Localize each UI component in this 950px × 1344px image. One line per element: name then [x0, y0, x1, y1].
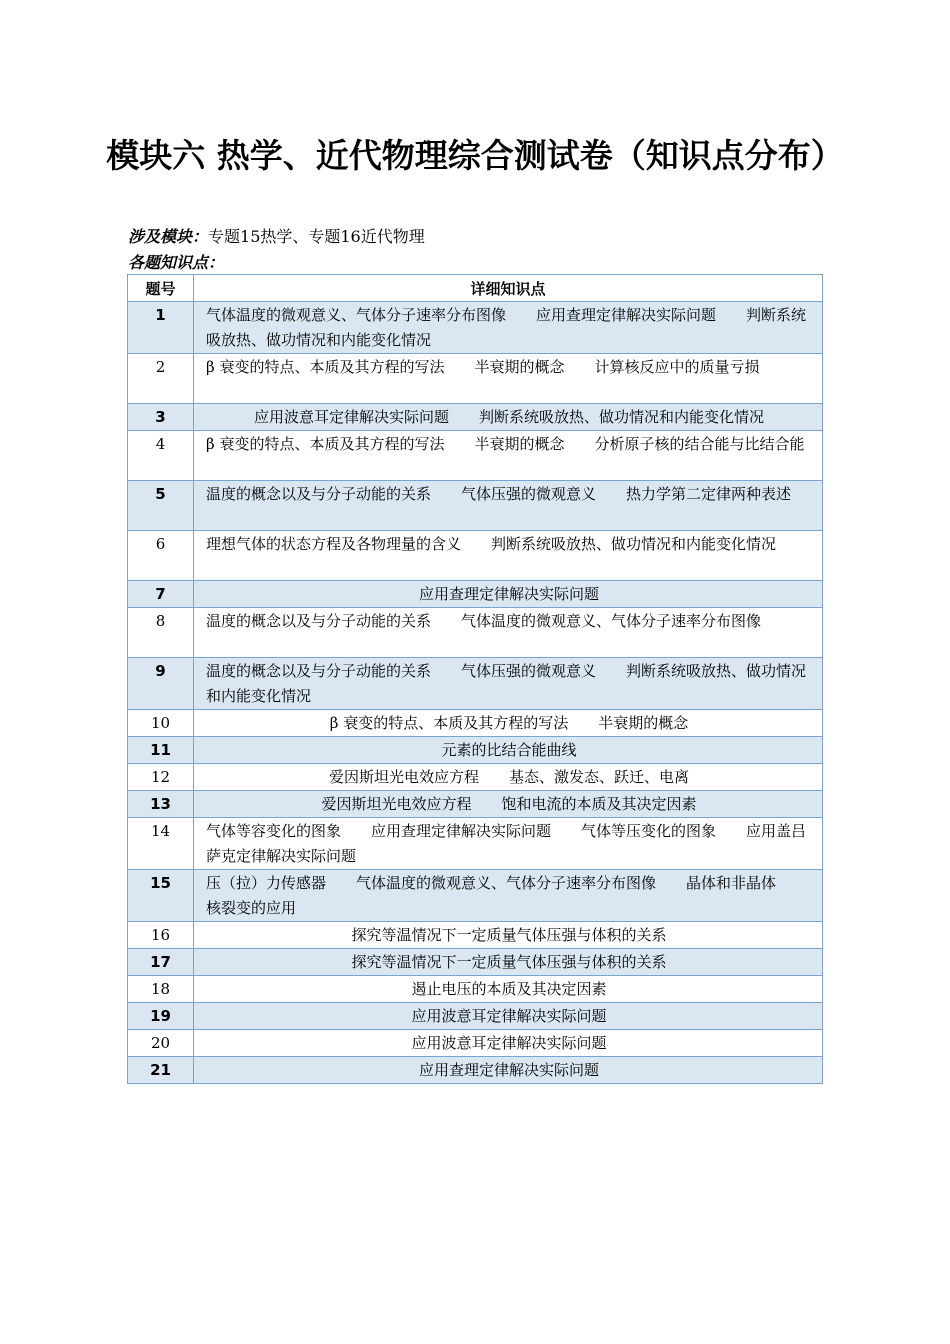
page-title: 模块六 热学、近代物理综合测试卷（知识点分布）: [106, 136, 844, 175]
question-number: 15: [128, 870, 194, 922]
knowledge-point-detail: 温度的概念以及与分子动能的关系 气体压强的微观意义 热力学第二定律两种表述: [194, 481, 823, 531]
table-row: [128, 404, 823, 431]
question-number: 18: [128, 976, 194, 1003]
table-row: [128, 818, 823, 870]
knowledge-point-detail: 探究等温情况下一定质量气体压强与体积的关系: [194, 949, 823, 976]
table-row: [128, 658, 823, 710]
knowledge-point-detail: 理想气体的状态方程及各物理量的含义 判断系统吸放热、做功情况和内能变化情况: [194, 531, 823, 581]
knowledge-point-detail: β 衰变的特点、本质及其方程的写法 半衰期的概念 计算核反应中的质量亏损: [194, 354, 823, 404]
knowledge-point-detail: 探究等温情况下一定质量气体压强与体积的关系: [194, 922, 823, 949]
question-number: 9: [128, 658, 194, 710]
question-number: 20: [128, 1030, 194, 1057]
knowledge-point-detail: β 衰变的特点、本质及其方程的写法 半衰期的概念: [194, 710, 823, 737]
table-row: [128, 870, 823, 922]
knowledge-point-detail: 遏止电压的本质及其决定因素: [194, 976, 823, 1003]
table-row: [128, 354, 823, 404]
table-row: [128, 976, 823, 1003]
knowledge-point-detail: 气体温度的微观意义、气体分子速率分布图像 应用查理定律解决实际问题 判断系统吸放热、做功情况和内能变化情况: [194, 302, 823, 354]
knowledge-point-detail: 爱因斯坦光电效应方程 饱和电流的本质及其决定因素: [194, 791, 823, 818]
knowledge-point-detail: 爱因斯坦光电效应方程 基态、激发态、跃迁、电离: [194, 764, 823, 791]
table-row: [128, 710, 823, 737]
table-body: [128, 302, 823, 1084]
modules-value: 专题15热学、专题16近代物理: [208, 227, 425, 246]
knowledge-point-detail: β 衰变的特点、本质及其方程的写法 半衰期的概念 分析原子核的结合能与比结合能: [194, 431, 823, 481]
table-row: [128, 1030, 823, 1057]
table-row: [128, 431, 823, 481]
table-row: [128, 1057, 823, 1084]
question-number: 19: [128, 1003, 194, 1030]
knowledge-point-detail: 应用查理定律解决实际问题: [194, 581, 823, 608]
header-detail: 详细知识点: [194, 275, 823, 302]
knowledge-point-detail: 温度的概念以及与分子动能的关系 气体温度的微观意义、气体分子速率分布图像: [194, 608, 823, 658]
table-row: [128, 764, 823, 791]
question-number: 11: [128, 737, 194, 764]
table-row: [128, 922, 823, 949]
table-row: [128, 791, 823, 818]
question-number: 5: [128, 481, 194, 531]
question-number: 4: [128, 431, 194, 481]
question-number: 8: [128, 608, 194, 658]
table-row: [128, 481, 823, 531]
question-number: 21: [128, 1057, 194, 1084]
knowledge-point-detail: 温度的概念以及与分子动能的关系 气体压强的微观意义 判断系统吸放热、做功情况和内能变化情况: [194, 658, 823, 710]
table-row: [128, 608, 823, 658]
question-number: 16: [128, 922, 194, 949]
table-row: [128, 302, 823, 354]
question-number: 12: [128, 764, 194, 791]
header-number: 题号: [128, 275, 194, 302]
question-number: 13: [128, 791, 194, 818]
knowledge-point-detail: 应用波意耳定律解决实际问题: [194, 1030, 823, 1057]
question-number: 14: [128, 818, 194, 870]
knowledge-point-detail: 应用波意耳定律解决实际问题: [194, 1003, 823, 1030]
knowledge-points-table: [127, 274, 823, 1084]
table-row: [128, 737, 823, 764]
knowledge-point-detail: 应用波意耳定律解决实际问题 判断系统吸放热、做功情况和内能变化情况: [194, 404, 823, 431]
knowledge-point-detail: 气体等容变化的图象 应用查理定律解决实际问题 气体等压变化的图象 应用盖吕萨克定律解决实际问题: [194, 818, 823, 870]
knowledge-point-detail: 压（拉）力传感器 气体温度的微观意义、气体分子速率分布图像 晶体和非晶体 核裂变的应用: [194, 870, 823, 922]
points-line: [128, 252, 224, 274]
table-row: [128, 1003, 823, 1030]
table-row: [128, 581, 823, 608]
modules-line: [128, 226, 425, 248]
question-number: 2: [128, 354, 194, 404]
table-header-row: [128, 275, 823, 302]
knowledge-point-detail: 元素的比结合能曲线: [194, 737, 823, 764]
points-label: 各题知识点：: [128, 253, 225, 272]
question-number: 1: [128, 302, 194, 354]
table-row: [128, 531, 823, 581]
question-number: 3: [128, 404, 194, 431]
question-number: 10: [128, 710, 194, 737]
modules-label: 涉及模块：: [128, 227, 209, 246]
knowledge-point-detail: 应用查理定律解决实际问题: [194, 1057, 823, 1084]
table-row: [128, 949, 823, 976]
question-number: 6: [128, 531, 194, 581]
question-number: 17: [128, 949, 194, 976]
question-number: 7: [128, 581, 194, 608]
